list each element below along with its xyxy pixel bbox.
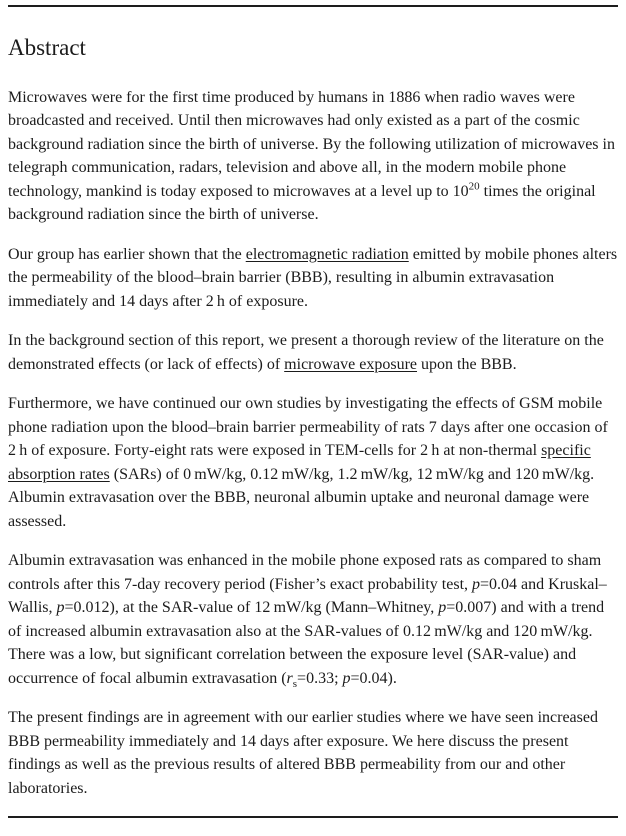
italic-text: p [438,599,447,617]
italic-text: p [56,599,65,617]
abstract-paragraph-6: The present findings are in agreement with our earlier studies where we have seen increased BBB permeability immediately and 14 days after exposure. We here discuss the present findings as well as the previous results of altered BBB permeability from our and other laboratories. [8,709,598,797]
abstract-paragraph-3: In the background section of this report, we present a thorough review of the literature on the demonstrated effects (or lack of effects) of microwave exposure upon the BBB. [8,332,604,373]
italic-text: p [342,669,351,687]
sup-text: 20 [468,180,480,193]
abstract-paragraph-2: Our group has earlier shown that the electromagnetic radiation emitted by mobile phones alters the permeability of the blood–brain barrier (BBB), resulting in albumin extravasation immediately and 14 days after 2 h of exposure. [8,245,618,310]
bottom-divider [8,816,618,818]
inline-link[interactable]: electromagnetic radiation [245,245,409,263]
top-divider [8,5,618,7]
inline-link[interactable]: microwave exposure [284,355,418,373]
sub-text: s [292,677,298,690]
abstract-paragraph-1: Microwaves were for the first time produced by humans in 1886 when radio waves were broadcasted and received. Until then microwaves had only existed as a part of the cosmic background radiation since the birth of universe. By the following utilization of microwaves in telegraph communication, radars, television and above all, in the modern mobile phone technology, mankind is today exposed to microwaves at a level up to $10^{20}$ times the original background radiation since the birth of universe. [8,88,615,224]
italic-text: p [472,575,481,593]
abstract-paragraph-5: Albumin extravasation was enhanced in the mobile phone exposed rats as compared to sham controls after this 7-day recovery period (Fisher’s exact probability test, p=0.04 and Kruskal–Wallis, p=0.012), at the SAR-value of 12 mW/kg (Mann–Whitney, p=0.007) and with a trend of increased albumin extravasation also at the SAR-values of 0.12 mW/kg and 120 mW/kg. There was a low, but significant correlation between the exposure level (SAR-value) and occurrence of focal albumin extravasation ($r_s=0.33$; p=0.04). [8,552,607,690]
abstract-heading: Abstract [8,35,86,60]
abstract-content [8,86,618,801]
inline-link[interactable]: specific absorption rates [8,442,591,483]
italic-text: r [286,669,293,687]
abstract-paragraph-4: Furthermore, we have continued our own studies by investigating the effects of GSM mobile phone radiation upon the blood–brain barrier permeability of rats 7 days after one occasion of 2 h of exposure. Forty-eight rats were exposed in TEM-cells for 2 h at non-thermal specific absorption rates (SARs) of 0 mW/kg, 0.12 mW/kg, 1.2 mW/kg, 12 mW/kg and 120 mW/kg. Albumin extravasation over the BBB, neuronal albumin uptake and neuronal damage were assessed. [8,395,608,530]
